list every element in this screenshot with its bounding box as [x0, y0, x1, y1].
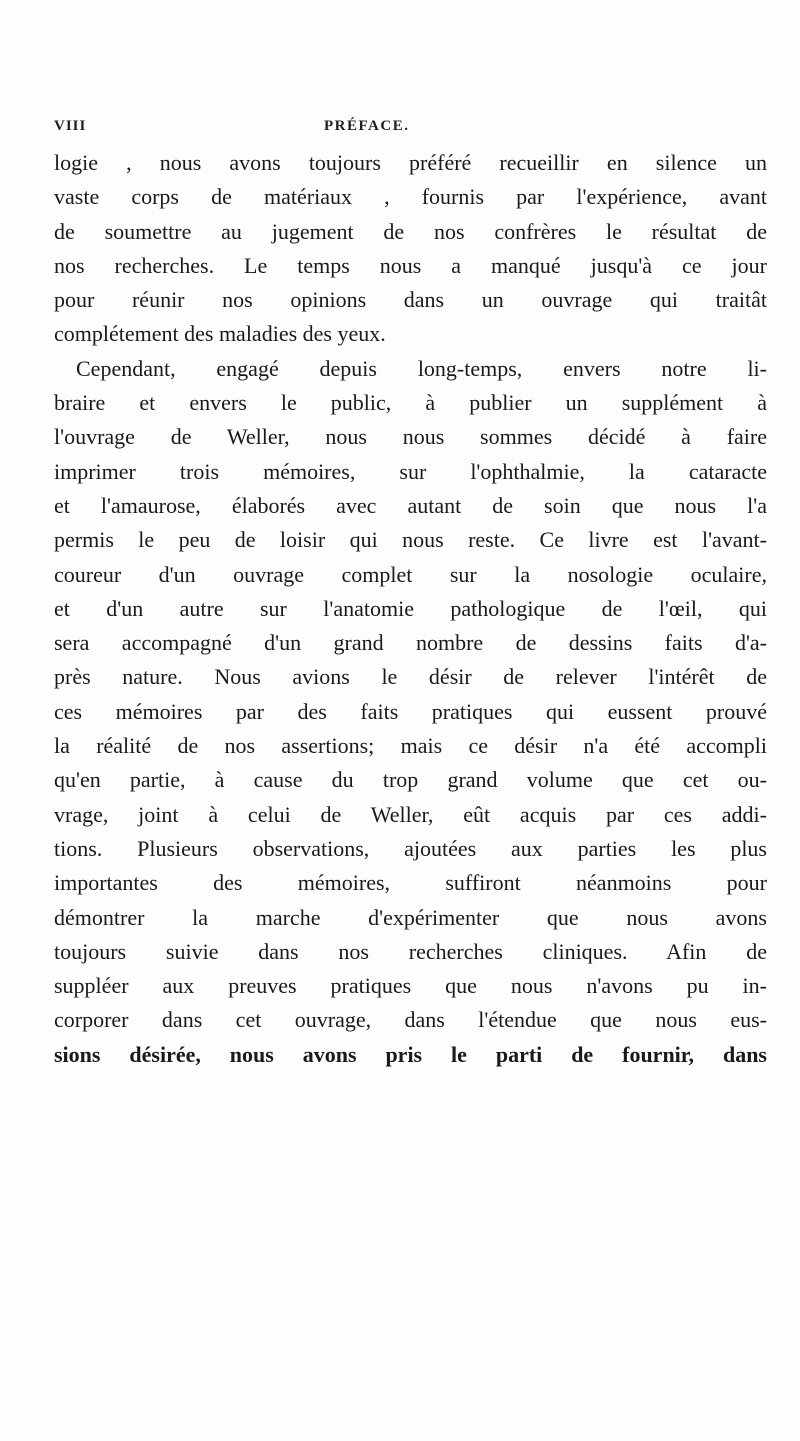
text-line: pour réunir nos opinions dans un ouvrage qui traitât [54, 287, 767, 313]
text-line: imprimer trois mémoires, sur l'ophthalmie, la cataracte [54, 458, 767, 484]
page-number: VIII [54, 118, 87, 134]
text-line: nos recherches. Le temps nous a manqué jusqu'à ce jour [54, 252, 767, 278]
text-line: corporer dans cet ouvrage, dans l'étendue que nous eus- [54, 1007, 767, 1033]
text-line: logie , nous avons toujours préféré recueillir en silence un [54, 150, 767, 175]
text-line: suppléer aux preuves pratiques que nous n'avons pu in- [54, 973, 767, 999]
body-text [54, 146, 767, 1072]
text-line: permis le peu de loisir qui nous reste. Ce livre est l'avant- [54, 527, 767, 553]
text-line: près nature. Nous avions le désir de relever l'intérêt de [54, 664, 767, 690]
text-line: qu'en partie, à cause du trop grand volume que cet ou- [54, 767, 767, 793]
text-line: coureur d'un ouvrage complet sur la nosologie oculaire, [54, 561, 767, 587]
text-line: sions désirée, nous avons pris le parti de fournir, dans [54, 1041, 767, 1067]
running-head [54, 118, 704, 142]
text-line: démontrer la marche d'expérimenter que nous avons [54, 904, 767, 930]
text-line: vrage, joint à celui de Weller, eût acquis par ces addi- [54, 801, 767, 827]
text-line: importantes des mémoires, suffiront néanmoins pour [54, 870, 767, 896]
text-line: ces mémoires par des faits pratiques qui eussent prouvé [54, 698, 767, 724]
text-line: et d'un autre sur l'anatomie pathologique de l'œil, qui [54, 595, 767, 621]
text-line: complétement des maladies des yeux. [54, 321, 386, 347]
running-title: PRÉFACE. [324, 118, 410, 134]
text-line: Cependant, engagé depuis long-temps, envers notre li- [76, 355, 767, 381]
text-line: sera accompagné d'un grand nombre de dessins faits d'a- [54, 630, 767, 656]
text-line: vaste corps de matériaux , fournis par l'expérience, avant [54, 184, 767, 210]
text-line: braire et envers le public, à publier un supplément à [54, 390, 767, 416]
text-line: toujours suivie dans nos recherches cliniques. Afin de [54, 938, 767, 964]
text-line: tions. Plusieurs observations, ajoutées aux parties les plus [54, 835, 767, 861]
text-line: de soumettre au jugement de nos confrères le résultat de [54, 218, 767, 244]
text-line: la réalité de nos assertions; mais ce désir n'a été accompli [54, 733, 767, 759]
text-line: et l'amaurose, élaborés avec autant de soin que nous l'a [54, 492, 767, 518]
text-line: l'ouvrage de Weller, nous nous sommes décidé à faire [54, 424, 767, 450]
